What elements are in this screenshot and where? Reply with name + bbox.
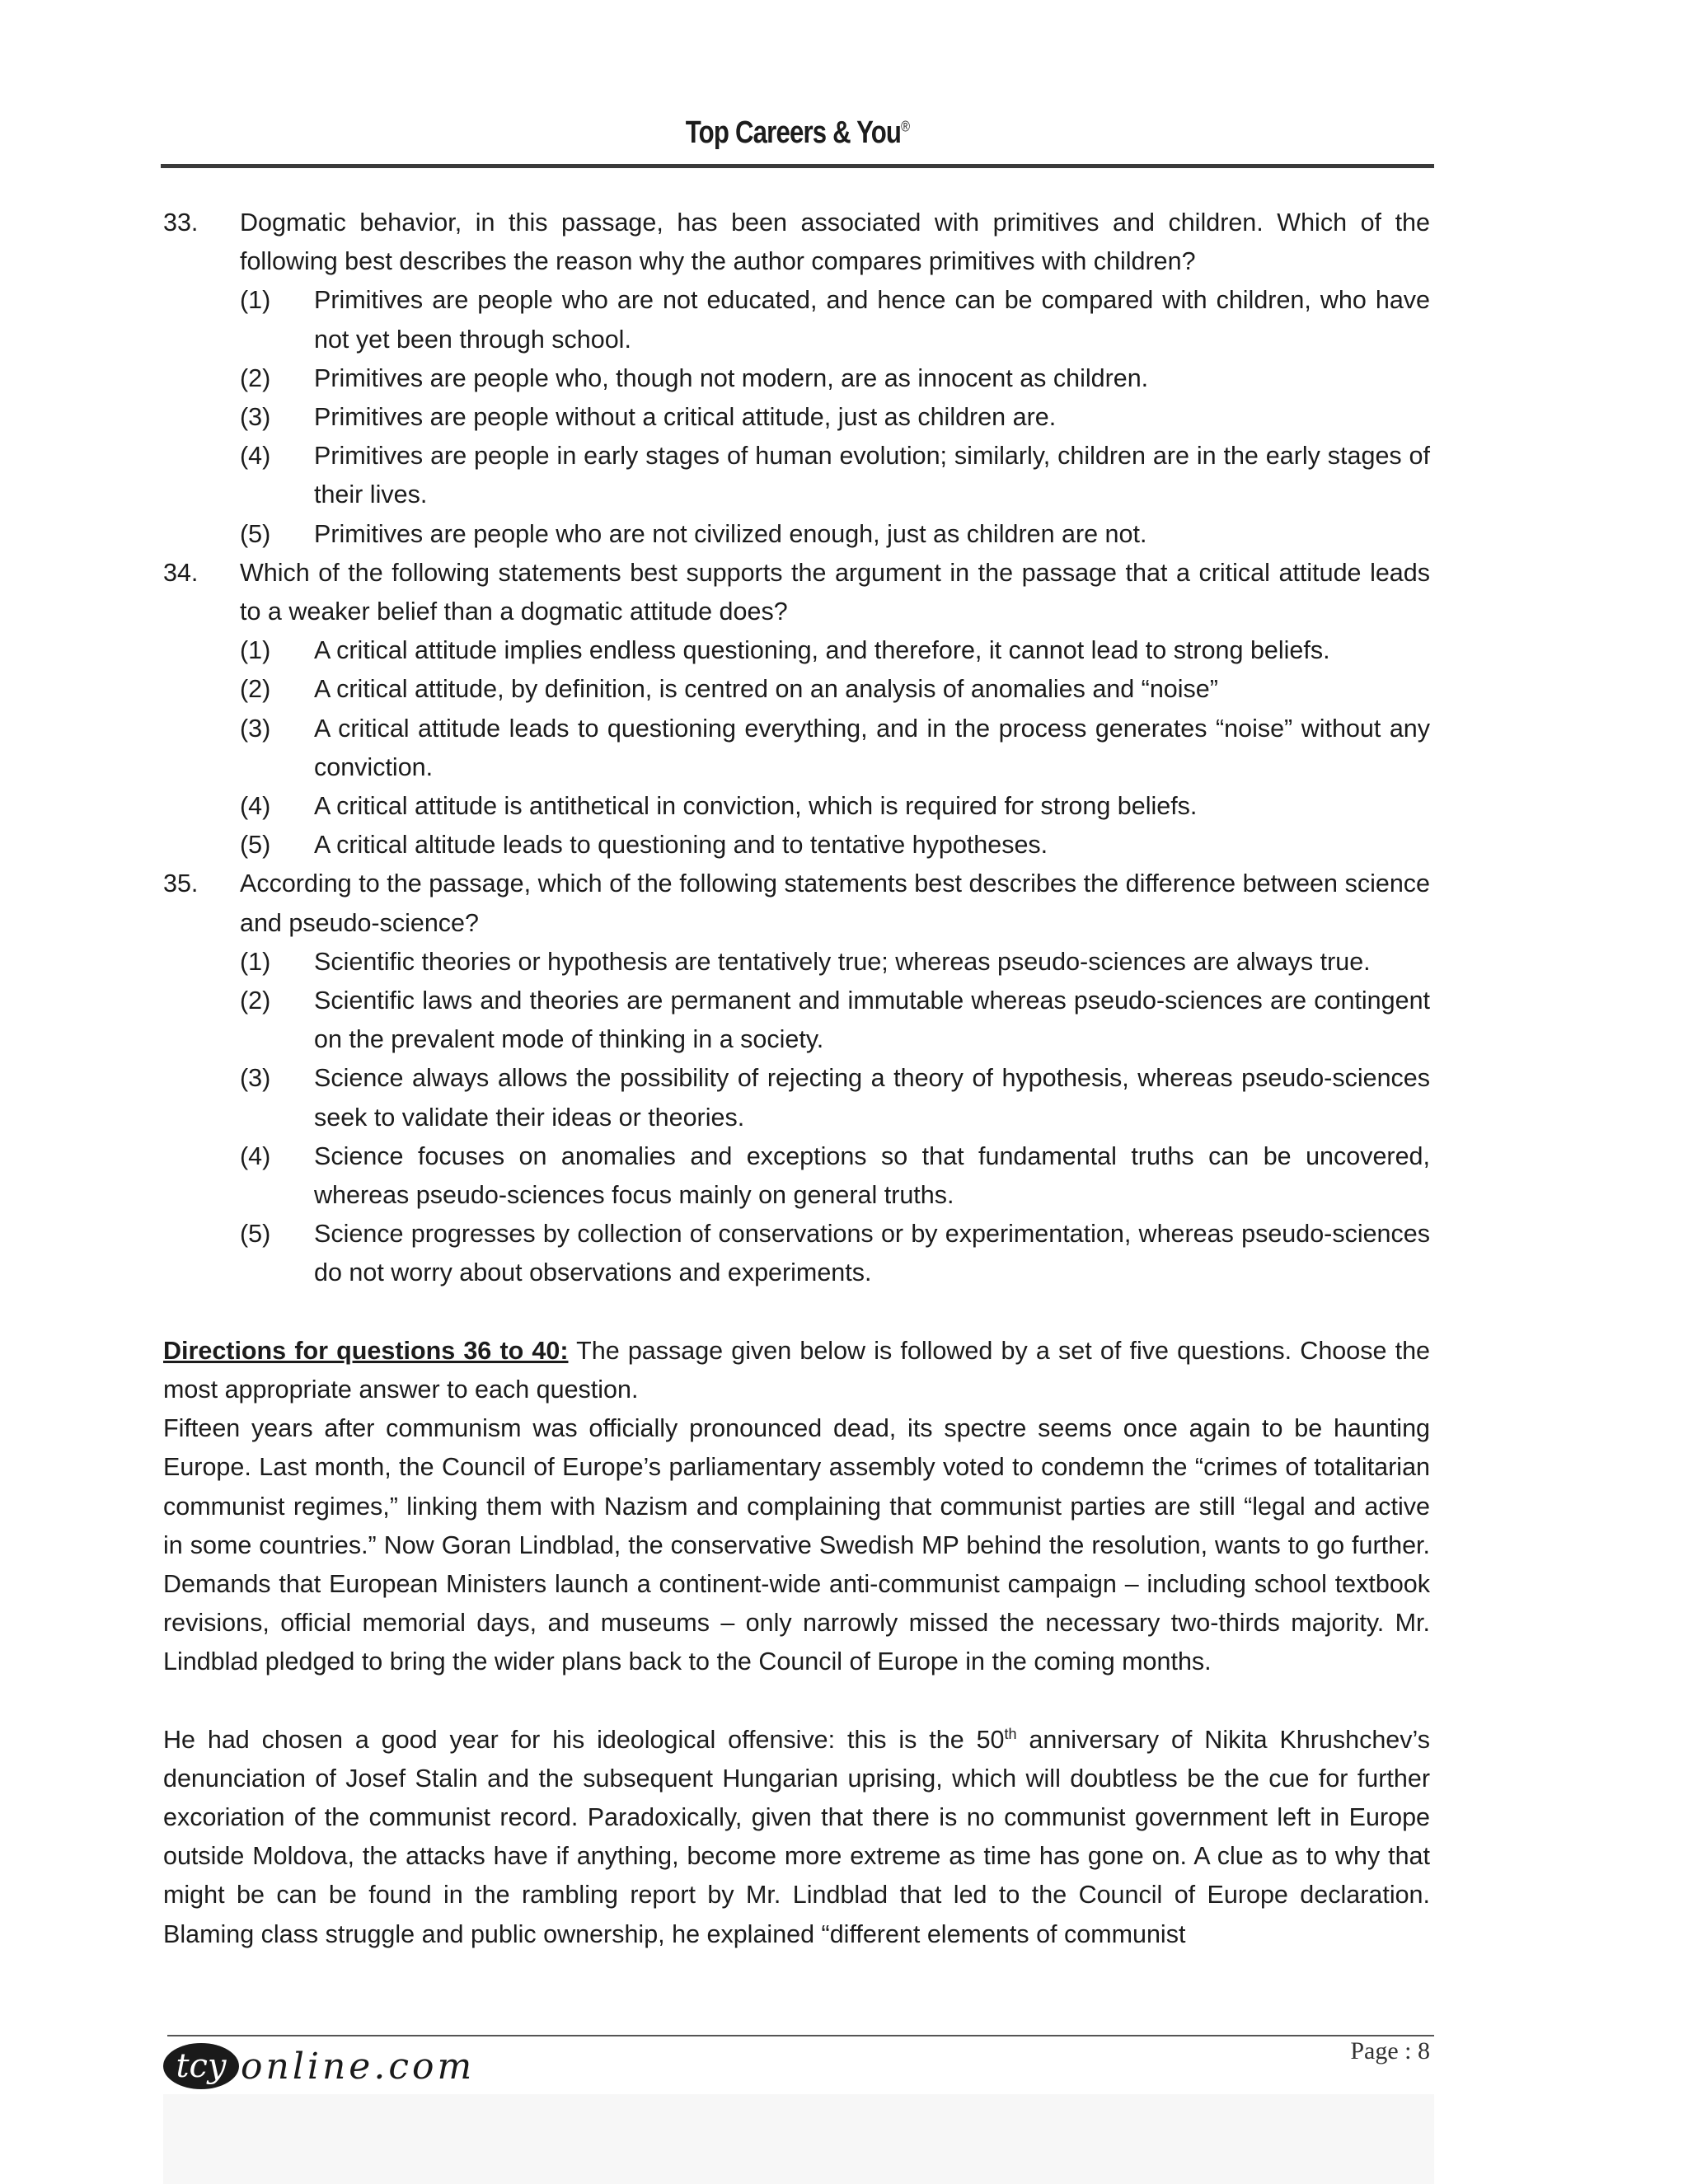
ordinal-suffix: th	[1004, 1725, 1017, 1742]
option-text: A critical altitude leads to questioning and to tentative hypotheses.	[314, 831, 1048, 860]
header-title: Top Careers & You	[685, 115, 902, 150]
question-text: According to the passage, which of the following statements best describes the difference between science and pseudo-science?	[240, 869, 1430, 937]
directions-label: Directions for questions 36 to 40:	[163, 1336, 569, 1365]
directions	[163, 1332, 1430, 1409]
option	[240, 281, 1430, 359]
option	[240, 515, 1430, 554]
footer-band	[163, 2094, 1434, 2184]
option-number: (3)	[240, 403, 271, 432]
option-number: (4)	[240, 1141, 271, 1170]
question-number: 33.	[163, 209, 199, 237]
footer-divider	[167, 2035, 1434, 2036]
option	[240, 359, 1430, 398]
option-number: (3)	[240, 714, 271, 743]
option-number: (2)	[240, 363, 271, 392]
page-header	[275, 115, 1320, 151]
option-number: (2)	[240, 675, 271, 704]
option	[240, 398, 1430, 437]
question-text: Dogmatic behavior, in this passage, has been associated with primitives and children. Which of the following best describes the reason why the author compares primitives with children?	[240, 209, 1430, 276]
question-35	[163, 865, 1430, 942]
registered-mark: ®	[901, 118, 910, 135]
option-number: (3)	[240, 1064, 271, 1093]
option	[240, 437, 1430, 514]
option-text: Primitives are people in early stages of human evolution; similarly, children are in the early stages of their lives.	[314, 442, 1430, 509]
option-number: (4)	[240, 442, 271, 471]
option-text: Primitives are people who, though not modern, are as innocent as children.	[314, 363, 1149, 392]
spacer	[163, 1293, 1430, 1332]
option-number: (2)	[240, 987, 271, 1015]
option-text: Primitives are people who are not educated, and hence can be compared with children, who have not yet been through school.	[314, 286, 1430, 354]
question-text: Which of the following statements best supports the argument in the passage that a critical attitude leads to a weaker belief than a dogmatic attitude does?	[240, 558, 1430, 626]
option-text: A critical attitude implies endless questioning, and therefore, it cannot lead to strong beliefs.	[314, 636, 1330, 665]
directions-text: The passage given below is followed by a set of five questions. Choose the most appropriate answer to each question.	[163, 1336, 1430, 1404]
option	[240, 943, 1430, 982]
option	[240, 710, 1430, 787]
logo-mark: tcy	[163, 2043, 239, 2089]
option	[240, 982, 1430, 1059]
option	[240, 826, 1430, 865]
option-number: (5)	[240, 831, 271, 860]
option	[240, 1059, 1430, 1137]
spacer	[163, 1682, 1430, 1721]
option-text: Science progresses by collection of conservations or by experimentation, whereas pseudo-sciences do not worry about observations and experiments.	[314, 1220, 1430, 1287]
question-33	[163, 204, 1430, 281]
page-number: Page : 8	[1350, 2037, 1430, 2064]
question-number: 34.	[163, 558, 199, 587]
option	[240, 670, 1430, 709]
option	[240, 1137, 1430, 1215]
option-text: A critical attitude, by definition, is centred on an analysis of anomalies and “noise”	[314, 675, 1218, 704]
option-text: Science always allows the possibility of rejecting a theory of hypothesis, whereas pseudo-sciences seek to validate their ideas or theories.	[314, 1064, 1430, 1132]
option-number: (5)	[240, 519, 271, 548]
option-number: (5)	[240, 1220, 271, 1249]
question-number: 35.	[163, 869, 199, 898]
option-text: Primitives are people who are not civilized enough, just as children are not.	[314, 519, 1147, 548]
question-34	[163, 554, 1430, 631]
option-number: (1)	[240, 947, 271, 976]
passage-text: anniversary of Nikita Khrushchev’s denunciation of Josef Stalin and the subsequent Hungarian uprising, which will doubtless be the cue for further excoriation of the communist record. Paradoxically, given that there is no communist government left in Europe outside Moldova, the attacks have if anything, become more extreme as time has gone on. A clue as to why that might be can be found in the rambling report by Mr. Lindblad that led to the Council of Europe declaration. Blaming class struggle and public ownership, he explained “different elements of communist	[163, 1725, 1430, 1948]
option	[240, 631, 1430, 670]
header-divider	[161, 164, 1434, 168]
option-text: A critical attitude is antithetical in conviction, which is required for strong beliefs.	[314, 792, 1198, 821]
passage-paragraph-2	[163, 1721, 1430, 1954]
tcyonline-logo	[163, 2041, 475, 2091]
option	[240, 787, 1430, 826]
logo-text: online.com	[241, 2045, 476, 2088]
option-text: A critical attitude leads to questioning everything, and in the process generates “noise” without any conviction.	[314, 714, 1430, 781]
page-content	[163, 204, 1430, 1954]
option-text: Primitives are people without a critical attitude, just as children are.	[314, 403, 1057, 432]
option-number: (1)	[240, 286, 271, 315]
option-text: Science focuses on anomalies and exceptions so that fundamental truths can be uncovered, whereas pseudo-sciences focus mainly on general truths.	[314, 1141, 1430, 1210]
passage-paragraph-1: Fifteen years after communism was officially pronounced dead, its spectre seems once again to be haunting Europe. Last month, the Council of Europe’s parliamentary assembly voted to condemn the “crimes of totalitarian communist regimes,” linking them with Nazism and complaining that communist parties are still “legal and active in some countries.” Now Goran Lindblad, the conservative Swedish MP behind the resolution, wants to go further. Demands that European Ministers launch a continent-wide anti-communist campaign – including school textbook revisions, official memorial days, and museums – only narrowly missed the necessary two-thirds majority. Mr. Lindblad pledged to bring the wider plans back to the Council of Europe in the coming months.	[163, 1414, 1430, 1676]
option-text: Scientific laws and theories are permanent and immutable whereas pseudo-sciences are contingent on the prevalent mode of thinking in a society.	[314, 987, 1430, 1054]
option-number: (4)	[240, 792, 271, 821]
option-text: Scientific theories or hypothesis are tentatively true; whereas pseudo-sciences are always true.	[314, 947, 1371, 976]
passage-text: He had chosen a good year for his ideological offensive: this is the 50	[163, 1725, 1005, 1754]
option	[240, 1215, 1430, 1292]
option-number: (1)	[240, 636, 271, 665]
